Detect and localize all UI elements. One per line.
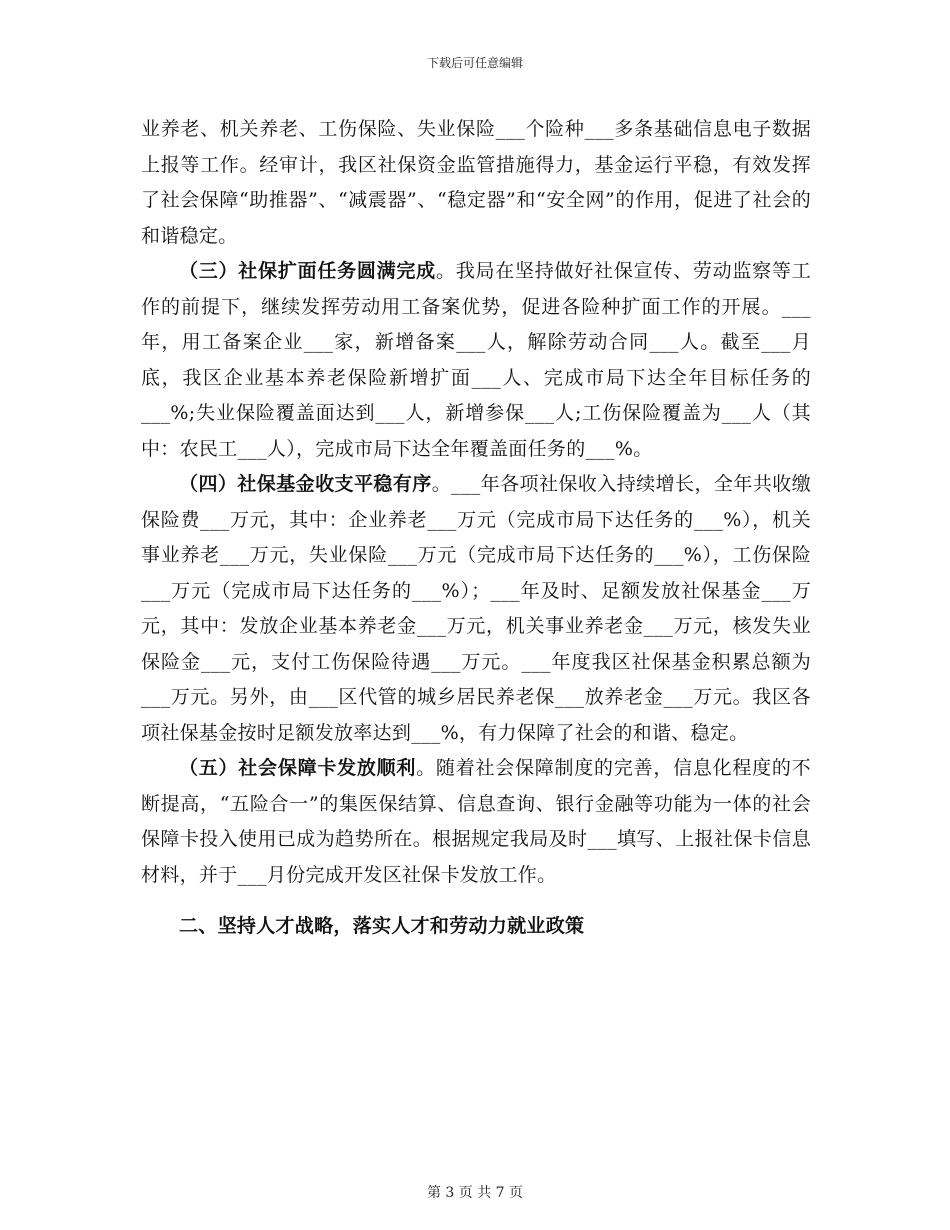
paragraph-body: 。___年各项社保收入持续增长，全年共收缴保险费___万元，其中：企业养老___万元（完成市局下达任务的___%），机关事业养老___万元，失业保险___万元（完成市局下达任务的___%），工伤保险___万元（完成市局下达任务的___%）；___年及时、足额发放社保基金___万元，其中：发放企业基本养老金___万元，机关事业养老金___万元，核发失业保险金___元，支付工伤保险待遇___万元。___年度我区社保基金积累总额为___万元。另外，由___区代管的城乡居民养老保___放养老金___万元。我区各项社保基金按时足额发放率达到___%，有力保障了社会的和谐、稳定。 (141, 473, 811, 744)
paragraph-social-security-card (141, 751, 811, 893)
paragraph-body: 业养老、机关养老、工伤保险、失业保险___个险种___多条基础信息电子数据上报等工作。经审计，我区社保资金监管措施得力，基金运行平稳，有效发挥了社会保障“助推器”、“减震器”、“稳定器”和“安全网”的作用，促进了社会的和谐稳定。 (141, 118, 811, 247)
paragraph-body: 。随着社会保障制度的完善，信息化程度的不断提高，“五险合一”的集医保结算、信息查询、银行金融等功能为一体的社会保障卡投入使用已成为趋势所在。根据规定我局及时___填写、上报社保卡信息材料，并于___月份完成开发区社保卡发放工作。 (141, 757, 811, 886)
paragraph-title: （三）社保扩面任务圆满完成 (179, 260, 436, 282)
page-footer: 第 3 页 共 7 页 (426, 1185, 524, 1201)
paragraph-title: （四）社保基金收支平稳有序 (179, 473, 432, 495)
section-heading: 二、坚持人才战略，落实人才和劳动力就业政策 (179, 915, 585, 937)
page-header: 下载后可任意编辑 (426, 56, 523, 70)
paragraph-continuation (141, 112, 811, 254)
document-body (141, 112, 811, 945)
paragraph-body: 。我局在坚持做好社保宣传、劳动监察等工作的前提下，继续发挥劳动用工备案优势，促进各险种扩面工作的开展。___年，用工备案企业___家，新增备案___人，解除劳动合同___人。截至___月底，我区企业基本养老保险新增扩面___人、完成市局下达全年目标任务的___%;失业保险覆盖面达到___人，新增参保___人;工伤保险覆盖为___人（其中：农民工___人），完成市局下达全年覆盖面任务的___%。 (141, 260, 811, 460)
paragraph-title: （五）社会保障卡发放顺利 (179, 757, 417, 779)
paragraph-social-insurance-fund (141, 467, 811, 751)
paragraph-social-insurance-expansion (141, 254, 811, 467)
